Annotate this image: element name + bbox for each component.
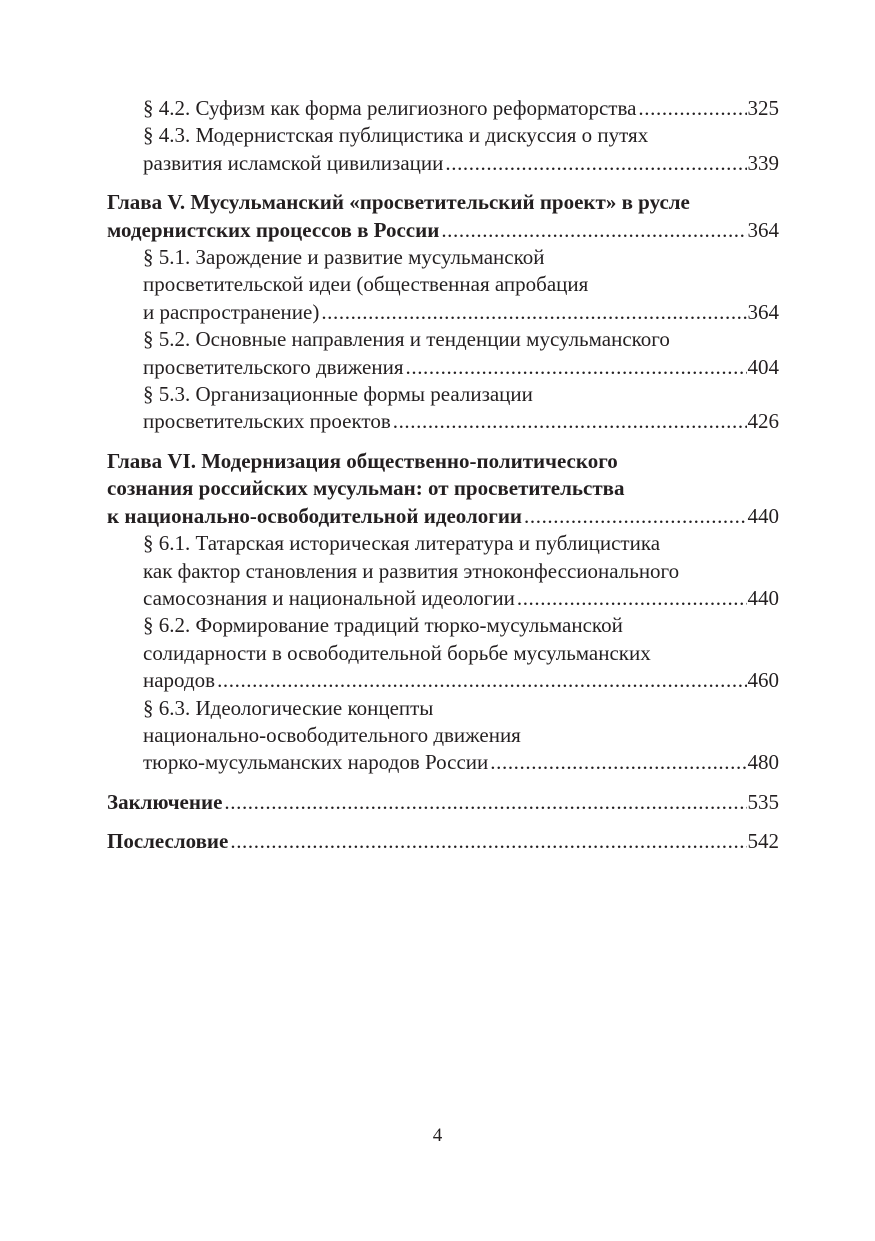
toc-entry-title: § 4.3. Модернистская публицистика и дискуссия о путях [143, 123, 649, 148]
page-number: 4 [432, 1125, 443, 1146]
toc-entry-title: § 5.2. Основные направления и тенденции мусульманского [143, 327, 670, 352]
dot-leader [441, 217, 746, 244]
toc-chapter-title: Заключение [107, 789, 223, 814]
dot-leader [638, 95, 746, 122]
toc-entry-title: § 4.2. Суфизм как форма религиозного реформаторства [143, 96, 637, 120]
toc-entry-6-2[interactable] [107, 612, 779, 694]
toc-entry-title: § 6.1. Татарская историческая литература и публицистика [143, 531, 661, 556]
dot-leader [230, 828, 746, 855]
toc-chapter-title: Послесловие [107, 829, 229, 854]
toc-entry-title: просветительского движения [143, 354, 404, 379]
toc-page-number: 364 [747, 217, 779, 242]
toc-conclusion[interactable] [107, 789, 779, 816]
toc-page-number: 426 [747, 409, 779, 434]
toc-entry-title: тюрко-мусульманских народов России [143, 750, 489, 775]
toc-entry-5-1[interactable] [107, 244, 779, 326]
toc-entry-4-2[interactable] [107, 95, 779, 122]
toc-chapter-title: к национально-освободительной идеологии [107, 503, 523, 528]
toc-chapter-title: Глава VI. Модернизация общественно-политического [107, 448, 618, 473]
dot-leader [490, 749, 746, 776]
toc-chapter-title: Глава V. Мусульманский «просветительский проект» в русле [107, 190, 690, 215]
table-of-contents [107, 95, 779, 856]
toc-page-number: 440 [747, 503, 779, 528]
toc-page-number: 542 [747, 829, 779, 854]
toc-page-number: 535 [747, 789, 779, 814]
toc-entry-title: народов [143, 668, 216, 693]
dot-leader [524, 503, 746, 530]
dot-leader [321, 299, 746, 326]
dot-leader [517, 585, 747, 612]
toc-entry-title: § 6.2. Формирование традиций тюрко-мусульманской [143, 613, 623, 638]
toc-entry-4-3[interactable] [107, 122, 779, 177]
dot-leader [393, 408, 747, 435]
toc-page-number: 440 [747, 585, 779, 610]
dot-leader [224, 789, 746, 816]
toc-page-number: 325 [747, 96, 779, 120]
toc-entry-6-1[interactable] [107, 530, 779, 612]
toc-entry-title: и распространение) [143, 299, 320, 324]
dot-leader [217, 667, 746, 694]
toc-entry-6-3[interactable] [107, 695, 779, 777]
toc-page-number: 364 [747, 299, 779, 324]
toc-chapter-6[interactable] [107, 448, 779, 530]
toc-chapter-title: сознания российских мусульман: от просветительства [107, 476, 625, 501]
toc-entry-title: § 5.1. Зарождение и развитие мусульманской [143, 245, 545, 270]
toc-entry-title: § 6.3. Идеологические концепты [143, 695, 434, 720]
toc-page-number: 404 [747, 354, 779, 379]
toc-entry-title: национально-освободительного движения [143, 722, 521, 747]
toc-page-number: 339 [747, 150, 779, 175]
toc-afterword[interactable] [107, 828, 779, 855]
toc-entry-title: просветительских проектов [143, 409, 391, 434]
toc-entry-title: § 5.3. Организационные формы реализации [143, 382, 533, 407]
toc-page-number: 460 [747, 668, 779, 693]
dot-leader [445, 150, 746, 177]
dot-leader [406, 354, 747, 381]
toc-entry-title: развития исламской цивилизации [143, 150, 444, 175]
toc-entry-title: как фактор становления и развития этноконфессионального [143, 558, 680, 583]
toc-entry-title: просветительской идеи (общественная апробация [143, 272, 589, 297]
toc-chapter-5[interactable] [107, 189, 779, 244]
toc-entry-title: самосознания и национальной идеологии [143, 585, 515, 610]
toc-chapter-title: модернистских процессов в России [107, 217, 440, 242]
toc-page-number: 480 [747, 750, 779, 775]
toc-entry-5-2[interactable] [107, 326, 779, 381]
toc-entry-5-3[interactable] [107, 381, 779, 436]
toc-entry-title: солидарности в освободительной борьбе мусульманских [143, 640, 651, 665]
